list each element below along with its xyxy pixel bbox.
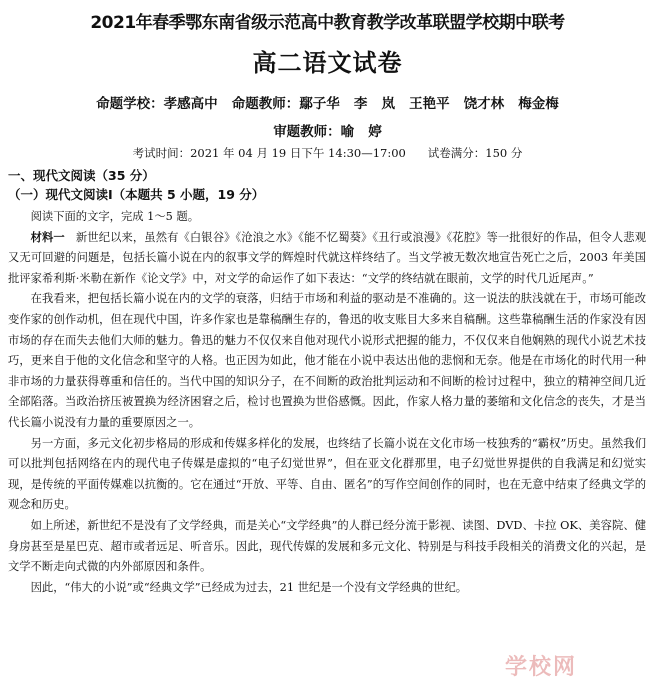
passage-paragraph-2: 在我看来，把包括长篇小说在内的文学的衰落，归结于市场和利益的驱动是不准确的。这一说法的肤浅就在于，市场可能改变作家的创作动机，但在现代中国，许多作家也是靠稿酬生存的，鲁迅的收支账目大多来自稿酬。这些靠稿酬生活的作家没有因市场的存在而失去他们大师的魅力。鲁迅的魅力不仅仅来自他对现代小说形式把握的能力，不仅仅来自他娴熟的现代小说艺术技巧，更来自于他的文化信念和坚守的人格。也正因为如此，他才能在小说中表达出他的悲悯和无奈。他是在市场化的时代用一种非市场的力量获得尊重和信任的。当代中国的知识分子，在不间断的政治批判运动和不间断的检讨过程中，独立的精神空间几近全部陷落。当政治挤压被置换为经济困窘之后，检讨也置换为世俗感慨。因此，作家人格力量的萎缩和文化信念的丧失，才是当代长篇小说没有力量的重要原因之一。	[8, 292, 646, 429]
passage-paragraph-1	[8, 228, 646, 290]
material-label: 材料一	[30, 230, 65, 244]
setters-line: 命题学校：孝感高中 命题教师：鄢子华 李 岚 王艳平 饶才林 梅金梅	[96, 96, 559, 112]
passage-paragraph-4: 如上所述，新世纪不是没有了文学经典，而是关心“文学经典”的人群已经分流于影视、读图、DVD、卡拉 OK、美容院、健身房甚至是星巴克、超市或者远足、听音乐。因此，现代传媒的发展和多元文化、特别是与科技手段相关的消费文化的兴起，是文学不断走向式微的内外部原因和条件。	[8, 518, 646, 574]
section-heading-part1: 一、现代文阅读（35 分）	[8, 168, 155, 183]
reading-passage	[8, 207, 646, 598]
exam-title: 2021年春季鄂东南省级示范高中教育教学改革联盟学校期中联考	[90, 13, 565, 33]
exam-info-line: 考试时间：2021 年 04 月 19 日下午 14:30—17:00 试卷满分：150 分	[132, 146, 523, 160]
paragraph-1-text: 新世纪以来，虽然有《白银谷》《沧浪之水》《能不忆蜀葵》《丑行或浪漫》《花腔》等一批很好的作品，但令人悲观又无可回避的问题是，包括长篇小说在内的叙事文学的辉煌时代就这样终结了。当文学被无数次地宣告死亡之后，2003 年美国批评家希利斯·米勒在新作《论文学》中，对文学的命运作了如下表达：“文学的终结就在眼前，文学的时代几近尾声。”	[8, 230, 646, 285]
paper-title: 高二语文试卷	[252, 49, 403, 77]
site-watermark: 学校网	[505, 655, 578, 680]
passage-instruction: 阅读下面的文字，完成 1～5 题。	[30, 210, 200, 223]
section-subheading-reading1: （一）现代文阅读Ⅰ（本题共 5 小题，19 分）	[8, 187, 265, 202]
reviewer-line: 审题教师：喻 婷	[273, 124, 382, 140]
passage-paragraph-3: 另一方面，多元文化初步格局的形成和传媒多样化的发展，也终结了长篇小说在文化市场一枝独秀的“霸权”历史。虽然我们可以批判包括网络在内的现代电子传媒是虚拟的“电子幻觉世界”，但在亚文化群那里，电子幻觉世界提供的自我满足和幻觉实现，是传统的平面传媒难以抗衡的。它在通过“开放、平等、自由、匿名”的写作空间创作的同时，也在无意中结束了经典文学的观念和历史。	[8, 436, 646, 512]
passage-paragraph-5: 因此，“伟大的小说”或“经典文学”已经成为过去，21 世纪是一个没有文学经典的世纪。	[30, 580, 468, 594]
